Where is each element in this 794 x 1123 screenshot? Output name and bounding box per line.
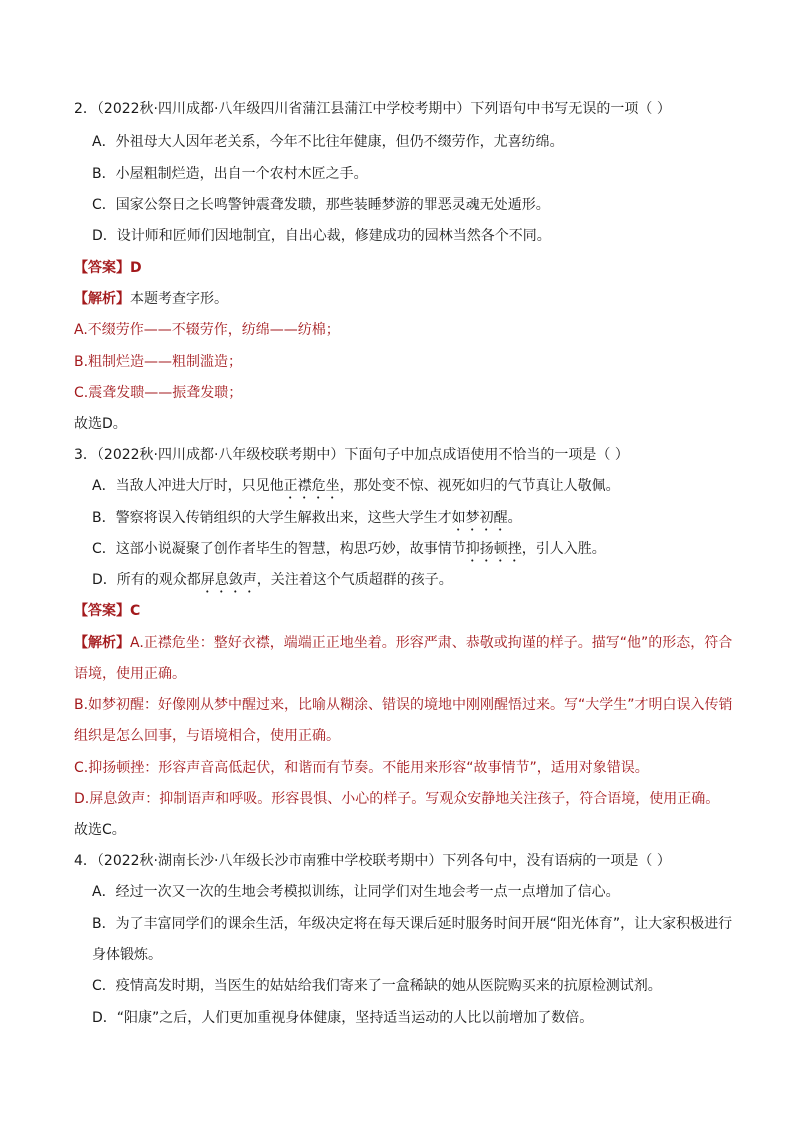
question-4-title: 4．（2022秋·湖南长沙·八年级长沙市南雅中学校联考期中）下列各句中，没有语病的一项是（ ）: [74, 853, 671, 869]
option-text: C．这部小说凝聚了创作者毕生的智慧，构思巧妙，故事情节: [92, 541, 466, 557]
option-text: ，关注着这个气质超群的孩子。: [256, 572, 453, 588]
question-3-explain-a-cont: 语境，使用正确。: [74, 666, 186, 682]
answer-label: 【答案】: [74, 260, 130, 276]
question-2-explain-a: A.不缀劳作——不辍劳作，纺绵——纺棉；: [74, 322, 340, 338]
question-2-option-a: A．外祖母大人因年老关系，今年不比往年健康，但仍不缀劳作，尤喜纺绵。: [92, 134, 564, 150]
dotted-idiom: 正襟危坐: [283, 478, 340, 494]
option-text: ，那处变不惊、视死如归的气节真让人敬佩。: [339, 478, 620, 494]
question-3-explain-d: D.屏息敛声：抑制语声和呼吸。形容畏惧、小心的样子。写观众安静地关注孩子，符合语境，使用正确。: [74, 791, 720, 807]
question-3-explain-b-cont: 组织是怎么回事，与语境相合，使用正确。: [74, 728, 340, 744]
question-4-option-b-cont: 身体锻炼。: [92, 947, 162, 963]
question-3-explain-a: [74, 633, 734, 653]
dotted-idiom: 屏息敛声: [200, 572, 257, 588]
option-text: A．当敌人冲进大厅时，只见他: [92, 478, 284, 494]
question-3-title: 3．（2022秋·四川成都·八年级校联考期中）下面句子中加点成语使用不恰当的一项是（ ）: [74, 447, 629, 463]
question-2-option-d: D．设计师和匠师们因地制宜，自出心裁，修建成功的园林当然各个不同。: [92, 228, 551, 244]
question-2-option-c: C．国家公祭日之长鸣警钟震聋发聩，那些装睡梦游的罪恶灵魂无处遁形。: [92, 197, 550, 213]
option-text: ，引人入胜。: [521, 541, 606, 557]
dotted-idiom: 如梦初醒: [451, 510, 508, 526]
question-4-option-d: D．“阳康”之后，人们更加重视身体健康，坚持适当运动的人比以前增加了数倍。: [92, 1010, 594, 1026]
question-2-conclusion: 故选D。: [74, 416, 127, 432]
question-3-answer: [74, 601, 734, 621]
question-3-conclusion: 故选C。: [74, 822, 126, 838]
question-3-option-a: [92, 476, 734, 502]
question-2-explain-b: B.粗制烂造——粗制滥造；: [74, 354, 243, 370]
question-3-option-c: [92, 539, 734, 565]
option-text: 。: [507, 510, 522, 526]
question-3-option-d: [92, 570, 734, 596]
dotted-idiom: 抑扬顿挫: [465, 541, 522, 557]
question-2-analysis: [74, 289, 734, 309]
question-2-answer: [74, 258, 734, 278]
analysis-text: 本题考查字形。: [130, 291, 228, 307]
answer-value: C: [130, 603, 141, 619]
answer-label: 【答案】: [74, 603, 130, 619]
analysis-label: 【解析】: [74, 291, 130, 307]
analysis-label: 【解析】: [74, 635, 130, 651]
question-3-option-b: [92, 508, 734, 534]
answer-value: D: [130, 260, 142, 276]
question-4-option-b: B．为了丰富同学们的课余生活，年级决定将在每天课后延时服务时间开展“阳光体育”，让大家积极进行: [92, 916, 733, 932]
question-2-explain-c: C.震聋发聩——振聋发聩；: [74, 385, 243, 401]
question-3-explain-b: B.如梦初醒：好像刚从梦中醒过来，比喻从糊涂、错误的境地中刚刚醒悟过来。写“大学生”才明白误入传销: [74, 697, 733, 713]
question-3-explain-c: C.抑扬顿挫：形容声音高低起伏，和谐而有节奏。不能用来形容“故事情节”，适用对象错误。: [74, 760, 649, 776]
question-4-option-c: C．疫情高发时期，当医生的姑姑给我们寄来了一盒稀缺的她从医院购买来的抗原检测试剂。: [92, 978, 662, 994]
question-2-option-b: B．小屋粗制烂造，出自一个农村木匠之手。: [92, 166, 368, 182]
option-text: B．警察将误入传销组织的大学生解救出来，这些大学生才: [92, 510, 452, 526]
option-text: D．所有的观众都: [92, 572, 201, 588]
question-4-option-a: A．经过一次又一次的生地会考模拟训练，让同学们对生地会考一点一点增加了信心。: [92, 884, 620, 900]
analysis-text: A.正襟危坐：整好衣襟，端端正正地坐着。形容严肃、恭敬或拘谨的样子。描写“他”的形态，符合: [130, 635, 733, 651]
question-2-title: 2．（2022秋·四川成都·八年级四川省蒲江县蒲江中学校考期中）下列语句中书写无误的一项（ ）: [74, 101, 671, 117]
